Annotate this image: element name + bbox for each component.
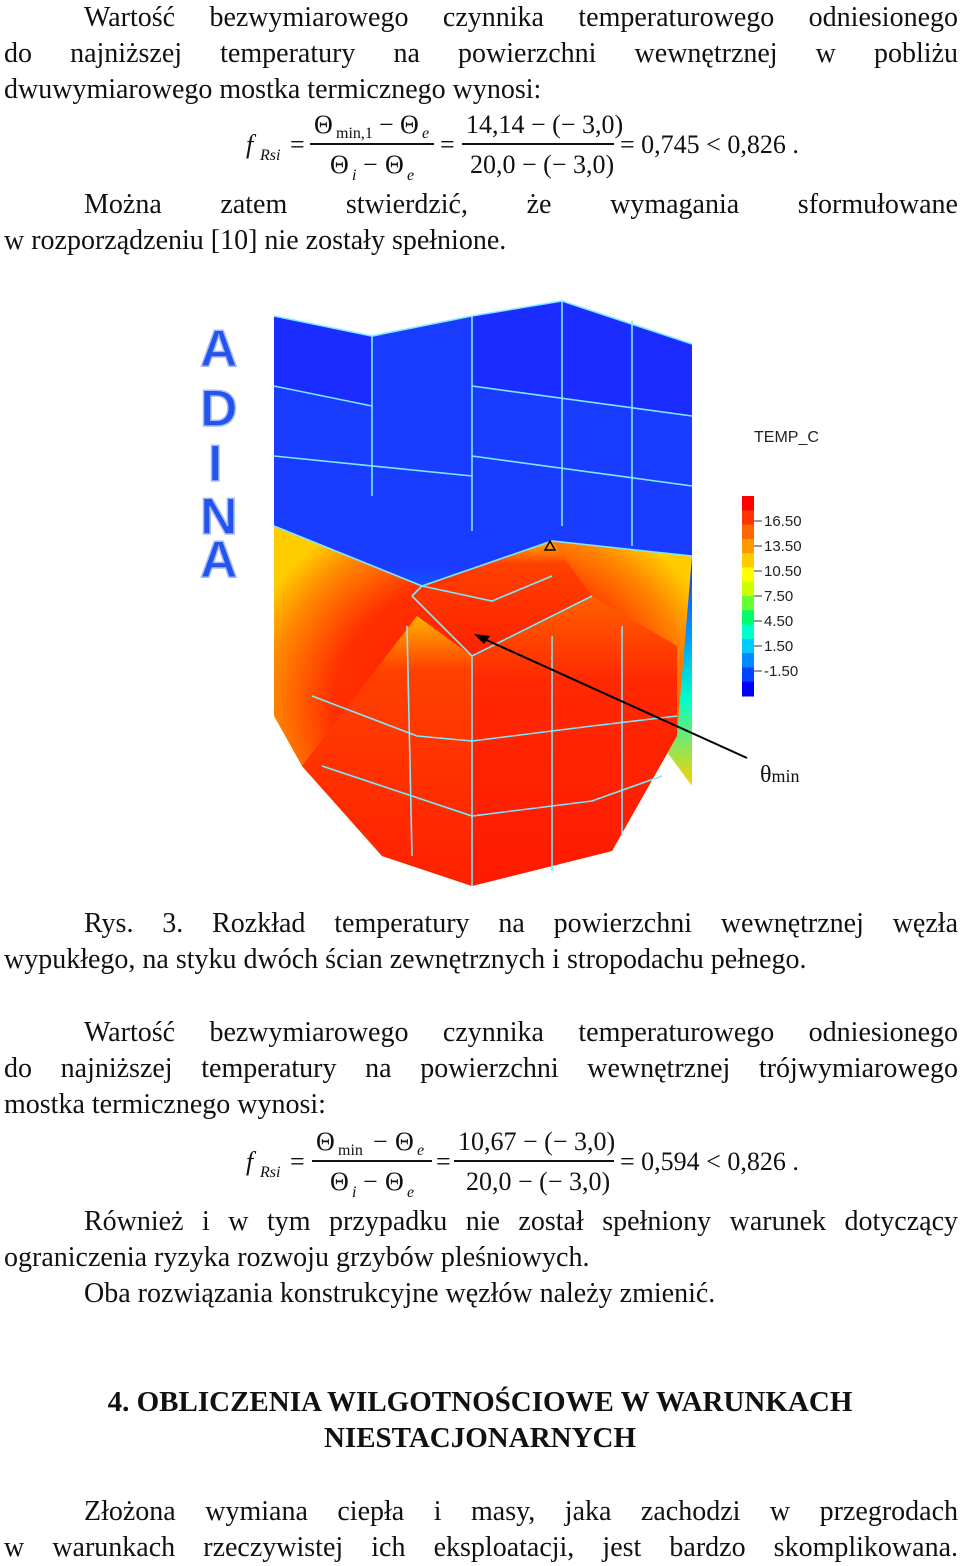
legend-swatch [742,567,754,582]
paragraph-line: dwuwymiarowego mostka termicznego wynosi: [4,74,542,105]
legend-value: 16.50 [764,513,802,530]
legend-swatch [742,610,754,625]
legend-labels [754,513,802,680]
paragraph-line: Wartość bezwymiarowego czynnika temperaturowego odniesionego [84,2,958,33]
paragraph-line: ograniczenia ryzyka rozwoju grzybów pleśniowych. [4,1242,590,1273]
paragraph-line: do najniższej temperatury na powierzchni wewnętrznej trójwymiarowego [4,1053,958,1084]
equation-frsi-3d [0,1122,960,1202]
paragraph-line: Również i w tym przypadku nie został spełniony warunek dotyczący [84,1206,958,1237]
paragraph-section-4 [4,1494,958,1566]
theta-symbol: Θ [316,1127,335,1156]
legend [742,429,819,697]
paragraph-intro-3d [4,1015,958,1123]
heading-line: 4. OBLICZENIA WILGOTNOŚCIOWE W WARUNKACH [107,1386,853,1418]
theta-subscript: i [352,1184,357,1201]
caption-line: wypukłego, na styku dwóch ścian zewnętrznych i stropodachu pełnego. [4,944,807,975]
section-heading [0,1384,960,1456]
svg-text:N: N [200,488,238,546]
theta-symbol: Θ [330,1167,349,1196]
svg-text:I: I [208,435,223,493]
fraction-bar [462,143,614,145]
legend-swatch [742,639,754,654]
legend-color-bar [742,496,754,697]
legend-value: 10.50 [764,563,802,580]
theta-subscript: min,1 [336,125,373,142]
theta-subscript: i [352,167,357,184]
equation-frsi-2d [0,105,960,185]
equals-sign: = [440,130,455,159]
minus-sign: − [373,1127,388,1156]
heading-line: NIESTACJONARNYCH [323,1422,637,1454]
legend-title: TEMP_C [754,429,819,446]
adina-logo [200,320,238,589]
theta-subscript: min [338,1142,363,1159]
svg-text:D: D [200,380,238,438]
theta-subscript: e [422,125,430,142]
paragraph-line: Oba rozwiązania konstrukcyjne węzłów należy zmienić. [84,1278,716,1309]
legend-swatch [742,596,754,611]
legend-swatch [742,525,754,540]
f-subscript: Rsi [260,1164,281,1181]
legend-swatch [742,582,754,597]
numerator-value: 10,67 − (− 3,0) [458,1127,616,1156]
paragraph-conclusion-3d [4,1204,958,1312]
theta-symbol: Θ [385,150,404,179]
svg-text:A: A [200,320,238,378]
fem-plot [172,296,872,901]
legend-swatch [742,625,754,640]
paragraph-line: w warunkach rzeczywistej ich eksploatacji, jest bardzo skomplikowana. [4,1532,958,1563]
equals-sign: = [290,130,305,159]
legend-value: 4.50 [764,613,794,630]
legend-swatch [742,667,754,682]
paragraph-intro-2d [4,0,958,108]
paragraph-line: do najniższej temperatury na powierzchni wewnętrznej w pobliżu [4,38,958,69]
legend-swatch [742,496,754,511]
paragraph-line: Złożona wymiana ciepła i masy, jaka zachodzi w przegrodach [84,1496,958,1527]
f-subscript: Rsi [260,147,281,164]
legend-swatch [742,510,754,525]
legend-value: 7.50 [764,588,794,605]
equals-sign: = [290,1147,305,1176]
equals-sign: = [436,1147,451,1176]
theta-subscript: e [417,1142,425,1159]
legend-swatch [742,553,754,568]
theta-symbol: Θ [400,110,419,139]
minus-sign: − [379,110,394,139]
legend-value: -1.50 [764,663,799,680]
theta-symbol: Θ [385,1167,404,1196]
caption-line: Rys. 3. Rozkład temperatury na powierzchni wewnętrznej węzła [84,908,958,939]
svg-text:A: A [200,531,238,589]
fraction-bar [310,143,434,145]
f-symbol: f [246,1147,254,1176]
paragraph-line: mostka termicznego wynosi: [4,1089,326,1120]
result-expression: = 0,594 < 0,826 . [620,1147,799,1176]
fraction-bar [312,1160,432,1162]
temperature-distribution-figure [172,296,872,901]
result-expression: = 0,745 < 0,826 . [620,130,799,159]
theta-symbol: Θ [330,150,349,179]
figure-caption [4,906,958,978]
theta-subscript: e [407,1184,415,1201]
legend-swatch [742,539,754,554]
paragraph-conclusion-2d [4,187,958,259]
legend-value: 13.50 [764,538,802,555]
paragraph-line: Można zatem stwierdzić, że wymagania sformułowane [84,189,958,220]
theta-symbol: Θ [314,110,333,139]
theta-subscript: e [407,167,415,184]
minus-sign: − [363,150,378,179]
legend-swatch [742,682,754,697]
legend-swatch [742,653,754,668]
theta-min-label: θmin [760,762,800,788]
denominator-value: 20,0 − (− 3,0) [466,1167,611,1196]
paragraph-line: w rozporządzeniu [10] nie zostały spełnione. [4,225,507,256]
fraction-bar [454,1160,614,1162]
theta-symbol: Θ [395,1127,414,1156]
paragraph-line: Wartość bezwymiarowego czynnika temperaturowego odniesionego [84,1017,958,1048]
numerator-value: 14,14 − (− 3,0) [466,110,624,139]
legend-value: 1.50 [764,638,794,655]
denominator-value: 20,0 − (− 3,0) [470,150,615,179]
minus-sign: − [363,1167,378,1196]
f-symbol: f [246,130,254,159]
